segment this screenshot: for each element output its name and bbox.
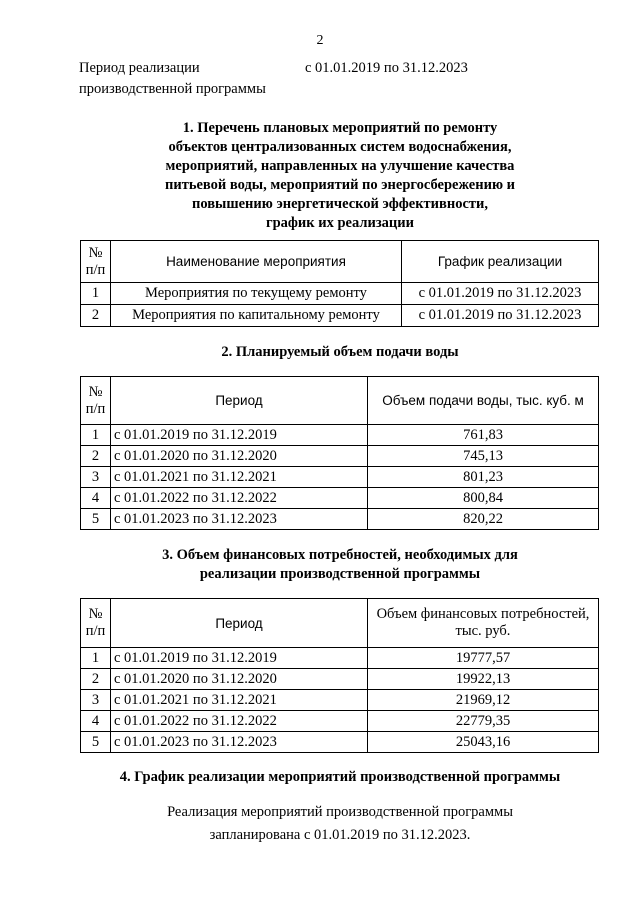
table-row [81, 711, 599, 732]
num-header-line2: п/п [85, 400, 106, 417]
value-header [368, 599, 599, 648]
row-value: 19777,57 [368, 648, 599, 669]
section4-title: 4. График реализации мероприятий производственной программы [119, 769, 561, 785]
row-num: 3 [81, 690, 111, 711]
table-row [81, 509, 599, 530]
financial-needs-table [80, 598, 599, 753]
row-value: 19922,13 [368, 669, 599, 690]
period-label-line1: Период реализации [79, 60, 200, 76]
section1-title-line: 1. Перечень плановых мероприятий по ремонту [182, 120, 498, 136]
section1-title-line: питьевой воды, мероприятий по энергосбережению и [164, 177, 516, 193]
row-num: 2 [81, 446, 111, 467]
row-value: 25043,16 [368, 732, 599, 753]
row-name: Мероприятия по капитальному ремонту [111, 305, 402, 327]
row-period: с 01.01.2019 по 31.12.2019 [111, 425, 368, 446]
table-row [81, 305, 599, 327]
section4-text [80, 801, 600, 847]
row-name: Мероприятия по текущему ремонту [111, 283, 402, 305]
schedule-header: График реализации [402, 241, 599, 283]
section1-title-line: повышению энергетической эффективности, [191, 196, 489, 212]
section2-title: 2. Планируемый объем подачи воды [221, 344, 459, 360]
row-period: с 01.01.2019 по 31.12.2019 [111, 648, 368, 669]
section3-title-line: 3. Объем финансовых потребностей, необходимых для [162, 547, 518, 563]
value-header-line1: Объем финансовых потребностей, [376, 606, 590, 622]
table-header-row [81, 241, 599, 283]
row-value: 800,84 [368, 488, 599, 509]
period-label-line2: производственной программы [79, 81, 266, 97]
row-value: 801,23 [368, 467, 599, 488]
section1-title-line: объектов централизованных систем водоснабжения, [168, 139, 512, 155]
num-header-line1: № [88, 606, 103, 622]
section3-title [80, 546, 600, 584]
row-period: с 01.01.2022 по 31.12.2022 [111, 711, 368, 732]
row-num: 5 [81, 732, 111, 753]
row-period: с 01.01.2023 по 31.12.2023 [111, 509, 368, 530]
row-value: 761,83 [368, 425, 599, 446]
num-header [81, 377, 111, 425]
period-label [79, 58, 266, 100]
row-value: 745,13 [368, 446, 599, 467]
value-header: Объем подачи воды, тыс. куб. м [368, 377, 599, 425]
num-header-line2: п/п [85, 261, 106, 278]
num-header [81, 599, 111, 648]
num-header-line2: п/п [85, 623, 106, 639]
section4-text-line1: Реализация мероприятий производственной программы [167, 804, 513, 820]
row-num: 4 [81, 488, 111, 509]
row-period: с 01.01.2023 по 31.12.2023 [111, 732, 368, 753]
num-header-line1: № [88, 244, 103, 261]
row-num: 4 [81, 711, 111, 732]
water-supply-table [80, 376, 599, 530]
row-num: 1 [81, 648, 111, 669]
section1-title [80, 119, 600, 233]
section1-title-line: график их реализации [265, 215, 414, 231]
num-header-line1: № [88, 383, 103, 400]
row-period: с 01.01.2021 по 31.12.2021 [111, 690, 368, 711]
page-number: 2 [316, 33, 324, 48]
table-row [81, 425, 599, 446]
period-header: Период [111, 599, 368, 648]
num-header [81, 241, 111, 283]
value-header-line2: тыс. руб. [455, 623, 511, 639]
table-row [81, 446, 599, 467]
table-row [81, 283, 599, 305]
row-num: 3 [81, 467, 111, 488]
row-schedule: с 01.01.2019 по 31.12.2023 [402, 283, 599, 305]
table-header-row [81, 377, 599, 425]
table-row [81, 488, 599, 509]
row-num: 5 [81, 509, 111, 530]
row-num: 1 [81, 283, 111, 305]
table-row [81, 467, 599, 488]
row-value: 21969,12 [368, 690, 599, 711]
table-row [81, 669, 599, 690]
table-row [81, 732, 599, 753]
table-header-row [81, 599, 599, 648]
table-row [81, 690, 599, 711]
name-header: Наименование мероприятия [111, 241, 402, 283]
section3-title-line: реализации производственной программы [199, 566, 481, 582]
row-period: с 01.01.2020 по 31.12.2020 [111, 669, 368, 690]
row-value: 820,22 [368, 509, 599, 530]
table-row [81, 648, 599, 669]
section4-text-line2: запланирована с 01.01.2019 по 31.12.2023. [209, 827, 471, 843]
row-value: 22779,35 [368, 711, 599, 732]
period-value: с 01.01.2019 по 31.12.2023 [305, 60, 468, 76]
period-header: Период [111, 377, 368, 425]
row-period: с 01.01.2021 по 31.12.2021 [111, 467, 368, 488]
row-period: с 01.01.2022 по 31.12.2022 [111, 488, 368, 509]
row-num: 2 [81, 305, 111, 327]
row-num: 2 [81, 669, 111, 690]
row-schedule: с 01.01.2019 по 31.12.2023 [402, 305, 599, 327]
row-period: с 01.01.2020 по 31.12.2020 [111, 446, 368, 467]
section1-title-line: мероприятий, направленных на улучшение качества [165, 158, 515, 174]
activities-table [80, 240, 599, 327]
row-num: 1 [81, 425, 111, 446]
